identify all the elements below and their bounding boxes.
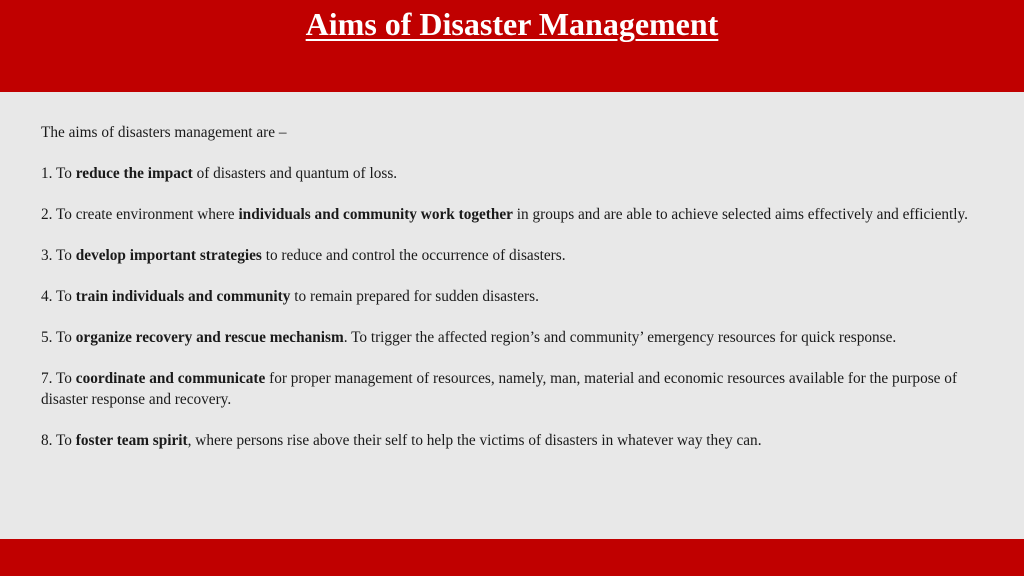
title-banner [0,0,1024,92]
aim-prefix: 3. To [41,247,76,264]
aim-highlight: foster team spirit [75,432,188,449]
aim-highlight: develop important strategies [75,247,262,264]
aim-highlight: individuals and community work together [238,206,513,223]
aim-item [41,327,1003,348]
aim-prefix: 8. To [41,432,76,449]
aim-highlight: organize recovery and rescue mechanism [75,329,344,346]
aim-suffix: to remain prepared for sudden disasters. [290,288,539,305]
aim-highlight: coordinate and communicate [75,370,266,387]
aim-prefix: 4. To [41,288,76,305]
aim-suffix: for proper management of resources, namely, man, material and economic resources available for the purpose of disaster response and recovery. [41,370,958,408]
aim-item [41,430,1003,451]
footer-bar [0,539,1024,576]
aim-prefix: 1. To [41,165,76,182]
aim-item [41,286,1003,307]
aim-item [41,368,1003,410]
aim-suffix: in groups and are able to achieve selected aims effectively and efficiently. [512,206,968,223]
aim-item [41,204,1003,225]
aim-suffix: , where persons rise above their self to help the victims of disasters in whatever way they can. [187,432,762,449]
aim-highlight: train individuals and community [75,288,291,305]
aim-item [41,245,1003,266]
aim-item [41,163,1003,184]
slide-body [41,122,1003,471]
intro-text: The aims of disasters management are – [41,124,287,141]
aim-suffix: of disasters and quantum of loss. [192,165,398,182]
aim-prefix: 2. To create environment where [41,206,239,223]
slide-title: Aims of Disaster Management [305,6,719,42]
aim-suffix: to reduce and control the occurrence of disasters. [261,247,566,264]
aim-prefix: 7. To [41,370,76,387]
aim-suffix: . To trigger the affected region’s and community’ emergency resources for quick response. [343,329,897,346]
aim-prefix: 5. To [41,329,76,346]
aim-highlight: reduce the impact [75,165,193,182]
